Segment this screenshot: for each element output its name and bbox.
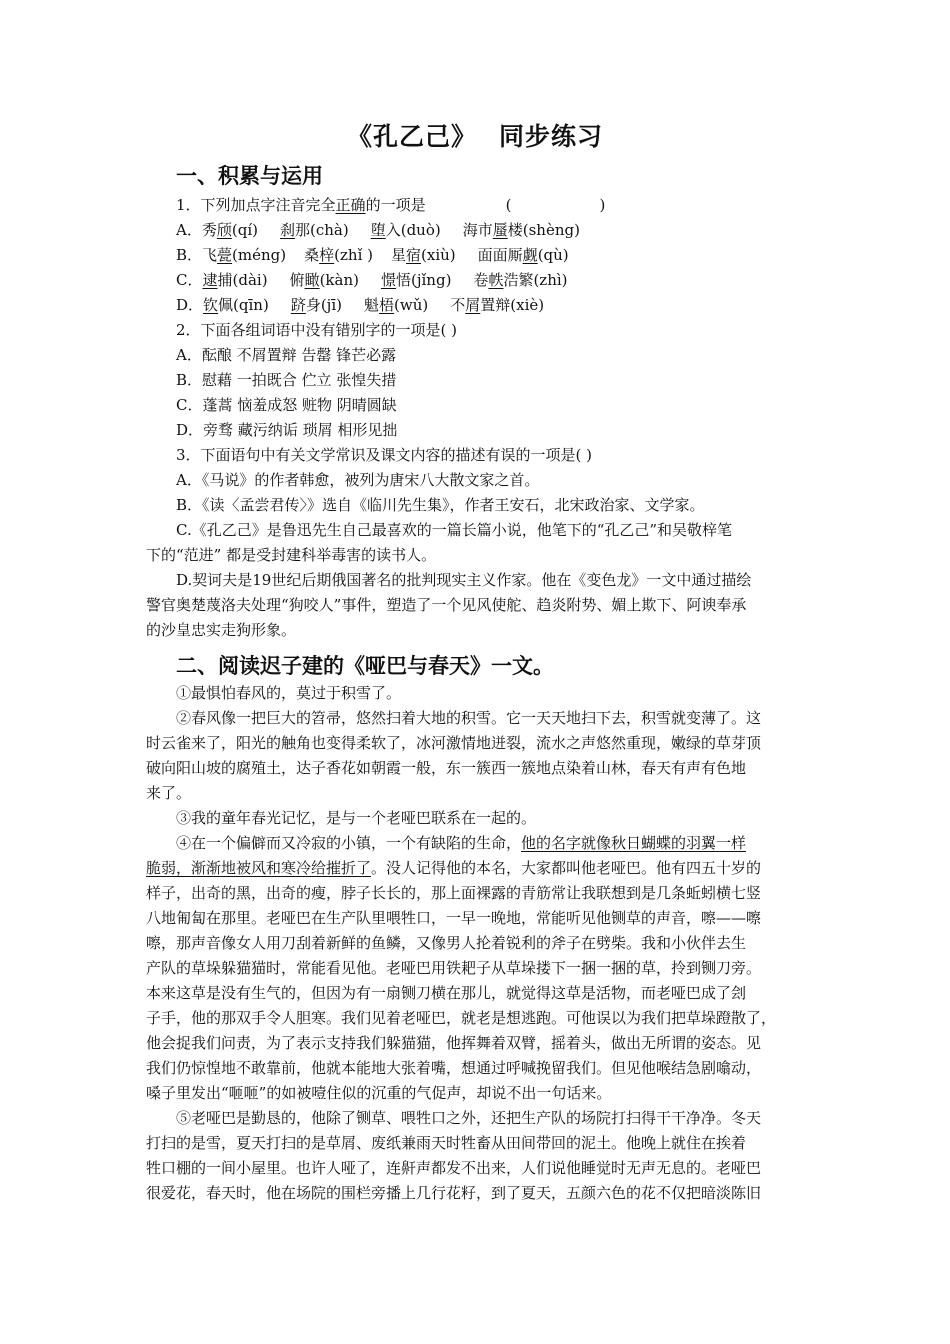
q1-option-a: A．秀颀(qí) 刹那(chà) 堕入(duò) 海市蜃楼(shèng) <box>176 221 580 239</box>
q1-option-d: D．钦佩(qīn) 跻身(jī) 魁梧(wǔ) 不屑置辩(xiè) <box>176 296 545 314</box>
passage-p5-line4: 很爱花，春天时，他在场院的围栏旁播上几行花籽，到了夏天，五颜六色的花不仅把暗淡陈旧 <box>146 1184 762 1202</box>
underlined-sentence: 他的名字就像秋日蝴蝶的羽翼一样 <box>521 834 747 852</box>
q2-option-a: A．酝酿 不屑置辩 告罄 锋芒必露 <box>176 346 397 364</box>
q1-stem: 1．下列加点字注音完全正确的一项是 ( ) <box>176 196 606 214</box>
underlined-sentence-continued: 脆弱，渐渐地被风和寒冷给摧折了 <box>146 859 372 877</box>
q3-option-d-line2: 警官奥楚蔑洛夫处理“狗咬人”事件，塑造了一个见风使舵、趋炎附势、媚上欺下、阿谀奉承 <box>146 596 747 614</box>
section-heading-1: 一、积累与运用 <box>176 164 323 188</box>
passage-p2-line4: 来了。 <box>146 784 192 802</box>
passage-p4-line8: 子手，他的那双手令人胆寒。我们见着老哑巴，就老是想逃跑。可他误以为我们把草垛蹬散了， <box>146 1009 777 1027</box>
passage-p4-line4: 八地匍匐在那里。老哑巴在生产队里喂牲口，一早一晚地，常能听见他铡草的声音，嚓——嚓 <box>146 909 762 927</box>
passage-p4-line11: 嗓子里发出“咂咂”的如被噎住似的沉重的气促声，却说不出一句话来。 <box>146 1084 612 1102</box>
passage-p3: ③我的童年春光记忆，是与一个老哑巴联系在一起的。 <box>176 809 537 827</box>
q3-option-c-line2: 下的“范进” 都是受封建科举毒害的读书人。 <box>146 546 437 564</box>
q3-option-b: B．《读〈孟尝君传〉》选自《临川先生集》，作者王安石，北宋政治家、文学家。 <box>176 496 705 514</box>
q3-option-a: A．《马说》的作者韩愈，被列为唐宋八大散文家之首。 <box>176 471 540 489</box>
passage-p2-line2: 时云雀来了，阳光的触角也变得柔软了，冰河激情地迸裂，流水之声悠然重现，嫩绿的草芽顶 <box>146 734 762 752</box>
passage-p2-line1: ②春风像一把巨大的笤帚，悠然扫着大地的积雪。它一天天地扫下去，积雪就变薄了。这 <box>176 709 762 727</box>
q3-stem: 3．下面语句中有关文学常识及课文内容的描述有误的一项是( ) <box>176 446 593 464</box>
passage-p5-line2: 打扫的是雪，夏天打扫的是草屑、废纸兼雨天时牲畜从田间带回的泥土。他晚上就住在挨着 <box>146 1134 747 1152</box>
q3-option-d-line1: D.契诃夫是19世纪后期俄国著名的批判现实主义作家。他在《变色龙》一文中通过描绘 <box>176 571 752 589</box>
passage-p4-line1: ④在一个偏僻而又冷寂的小镇，一个有缺陷的生命，他的名字就像秋日蝴蝶的羽翼一样 <box>176 834 747 852</box>
title-sub: 同步练习 <box>499 122 604 151</box>
page-title <box>0 117 950 153</box>
title-main: 《孔乙己》 <box>346 122 477 151</box>
q3-option-d-line3: 的沙皇忠实走狗形象。 <box>146 621 297 639</box>
q2-option-d: D．旁骛 藏污纳诟 琐屑 相形见拙 <box>176 421 398 439</box>
q1-option-b: B．飞甍(méng) 桑梓(zhǐ ) 星宿(xiù) 面面厮觑(qù) <box>176 246 569 264</box>
passage-p4-line5: 嚓，那声音像女人用刀刮着新鲜的鱼鳞，又像男人抡着锐利的斧子在劈柴。我和小伙伴去生 <box>146 934 747 952</box>
q2-option-b: B．慰藉 一拍既合 伫立 张惶失措 <box>176 371 397 389</box>
passage-p4-line9: 他会捉我们问责，为了表示支持我们躲猫猫，他挥舞着双臂，摇着头，做出无所谓的姿态。见 <box>146 1034 762 1052</box>
passage-p2-line3: 破向阳山坡的腐殖土，达子香花如朝霞一般，东一簇西一簇地点染着山林，春天有声有色地 <box>146 759 747 777</box>
passage-p5-line3: 牲口棚的一间小屋里。也许人哑了，连鼾声都发不出来，人们说他睡觉时无声无息的。老哑巴 <box>146 1159 762 1177</box>
q1-option-c: C．逮捕(dài) 俯瞰(kàn) 憬悟(jǐng) 卷帙浩繁(zhì) <box>176 271 568 289</box>
passage-p4-line7: 本来这草是没有生气的，但因为有一扇铡刀横在那儿，就觉得这草是活物，而老哑巴成了刽 <box>146 984 747 1002</box>
passage-p1: ①最惧怕春风的，莫过于积雪了。 <box>176 684 402 702</box>
q2-stem: 2．下面各组词语中没有错别字的一项是( ) <box>176 321 458 339</box>
passage-p4-line10: 我们仍惊惶地不敢靠前，他就本能地大张着嘴，想通过呼喊挽留我们。但见他喉结急剧噏动， <box>146 1059 762 1077</box>
passage-p4-line2: 脆弱，渐渐地被风和寒冷给摧折了。没人记得他的本名，大家都叫他老哑巴。他有四五十岁的 <box>146 859 762 877</box>
q3-option-c-line1: C.《孔乙己》是鲁迅先生自己最喜欢的一篇长篇小说，他笔下的“孔乙己”和吴敬梓笔 <box>176 521 733 539</box>
section-heading-2: 二、阅读迟子建的《哑巴与春天》一文。 <box>176 654 554 678</box>
passage-p4-line6: 产队的草垛躲猫猫时，常能看见他。老哑巴用铁耙子从草垛搂下一捆一捆的草，拎到铡刀旁。 <box>146 959 762 977</box>
passage-p4-line3: 样子，出奇的黑，出奇的瘦，脖子长长的，那上面裸露的青筋常让我联想到是几条蚯蚓横七竖 <box>146 884 762 902</box>
q2-option-c: C．蓬蒿 恼羞成怒 赃物 阴晴圆缺 <box>176 396 397 414</box>
passage-p5-line1: ⑤老哑巴是勤恳的，他除了铡草、喂牲口之外，还把生产队的场院打扫得干干净净。冬天 <box>176 1109 762 1127</box>
